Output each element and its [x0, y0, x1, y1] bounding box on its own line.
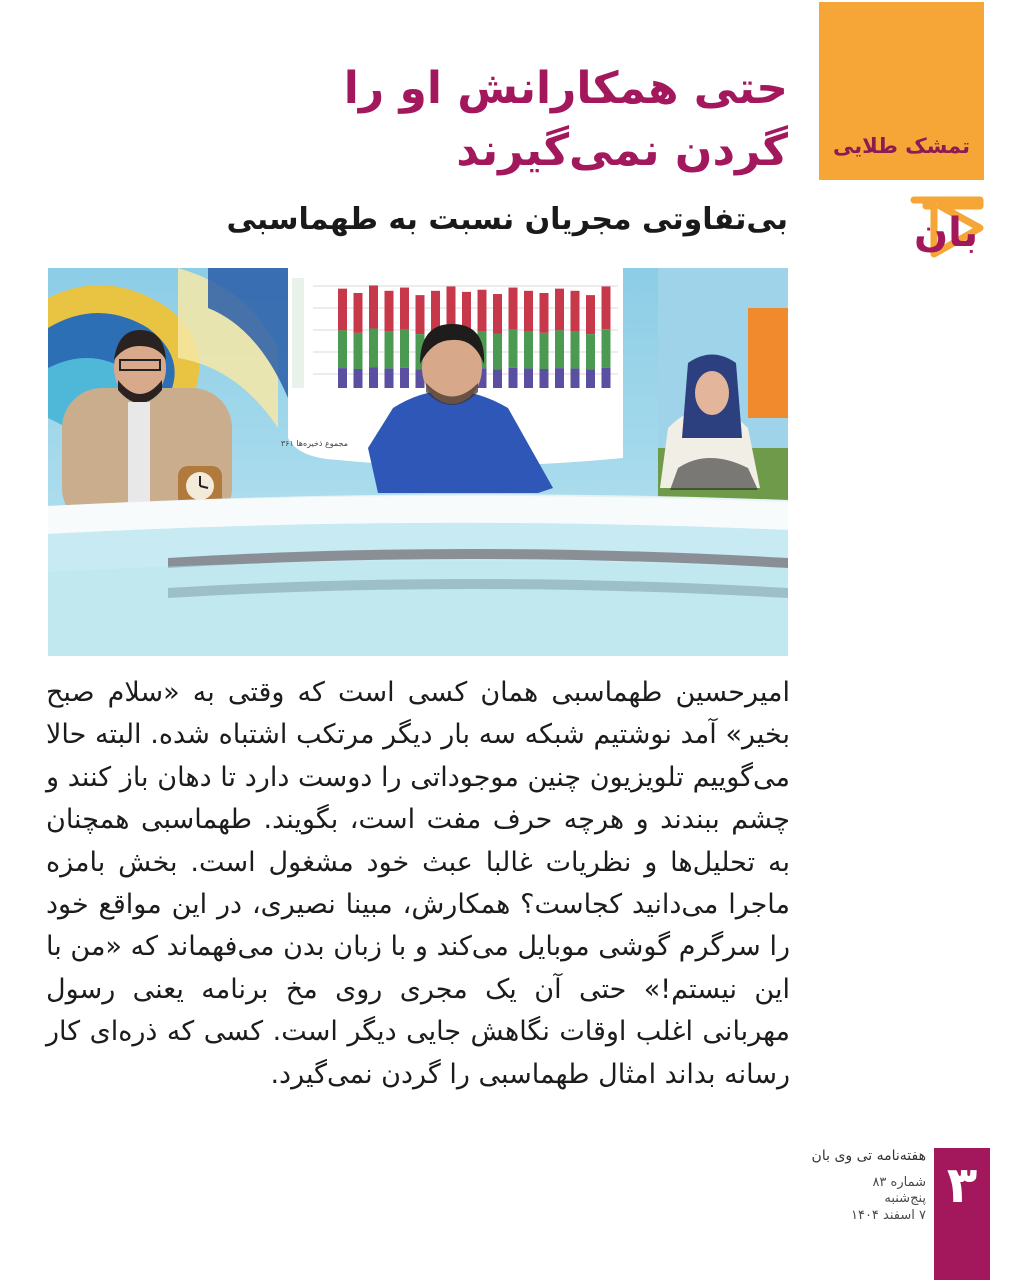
publication-name: هفته‌نامه تی وی بان — [811, 1148, 926, 1164]
issue-date: ۷ اسفند ۱۴۰۴ — [850, 1207, 926, 1223]
tv-chart-bar — [493, 294, 502, 333]
studio-desk — [48, 494, 788, 656]
issue-number: شماره ۸۳ — [872, 1174, 926, 1190]
tv-chart-bar — [354, 333, 363, 369]
tv-chart-bar — [385, 369, 394, 388]
article-body: امیرحسین طهماسبی همان کسی است که وقتی به «سلام صبح بخیر» آمد نوشتیم شبکه سه بار دیگر مرتکب اشتباه شده. البته حالا می‌گوییم تلویزیون چنین موجوداتی را دوست دارد تا دهان باز کنند و چشم ببندند و هرچه حرف مفت است، بگویند. طهماسبی همچنان به تحلیل‌ها و نظریات غالبا عبث خود مشغول است. بخش بامزه ماجرا می‌دانید کجاست؟ همکارش، مبینا نصیری، در این مواقع خود را سرگرم گوشی موبایل می‌کند و با زبان بدن می‌فهماند که «من با این نیستم!» حتی آن یک مجری روی مخ برنامه یعنی رسول مهربانی اغلب اوقات نگاهش جایی دیگر است. کسی که ذره‌ای کار رسانه بداند امثال طهماسبی را گردن نمی‌گیرد. — [46, 677, 790, 1090]
tv-chart-bar — [447, 286, 456, 329]
tv-chart-bar — [555, 330, 564, 368]
tv-chart-bar — [385, 332, 394, 369]
tvban-logo — [822, 190, 987, 262]
chart-caption: مجموع ذخیره‌ها ۳۶۱ — [280, 439, 348, 448]
tv-chart-bar — [602, 329, 611, 368]
subheadline: بی‌تفاوتی مجریان نسبت به طهماسبی — [226, 202, 788, 237]
page-number: ۳ — [946, 1156, 978, 1214]
tv-chart-bar — [509, 368, 518, 388]
tv-chart-bar — [571, 332, 580, 369]
tv-chart-bar — [369, 328, 378, 367]
headline-line-1: حتی همکارانش او را — [343, 63, 788, 114]
tv-chart-bar — [540, 333, 549, 369]
tv-chart-bar — [369, 285, 378, 328]
tv-chart-bar — [400, 288, 409, 330]
section-tag — [819, 2, 984, 180]
issue-info — [796, 1148, 926, 1224]
headline — [228, 58, 788, 182]
tv-chart-bar — [431, 291, 440, 332]
tv-chart-bar — [354, 293, 363, 333]
tv-chart-bar — [571, 369, 580, 388]
tv-chart-bar — [602, 286, 611, 329]
tv-chart-bar — [354, 369, 363, 388]
tv-chart-bar — [478, 290, 487, 331]
tv-chart-bar — [416, 295, 425, 334]
studio-scene — [48, 268, 788, 656]
tv-chart-bar — [493, 369, 502, 388]
tv-chart-bar — [509, 330, 518, 368]
tv-chart-bar — [493, 334, 502, 370]
tv-chart-bar — [400, 368, 409, 388]
logo-text: بان — [914, 210, 979, 256]
section-label: تمشک طلایی — [833, 134, 971, 158]
tv-chart-bar — [524, 332, 533, 369]
headline-line-2: گردن نمی‌گیرند — [456, 125, 788, 176]
tv-chart-bar — [400, 330, 409, 368]
tv-chart-bar — [586, 369, 595, 388]
tv-chart-bar — [385, 291, 394, 332]
tv-chart-bar — [369, 367, 378, 388]
tv-chart-bar — [571, 291, 580, 332]
weekday: پنج‌شنبه — [884, 1191, 926, 1206]
tv-chart-bar — [555, 289, 564, 331]
tv-chart-bar — [540, 293, 549, 333]
tv-chart-bar — [509, 288, 518, 330]
tv-chart-bar — [555, 368, 564, 388]
tv-chart-bar — [602, 368, 611, 388]
tv-chart-bar — [338, 289, 347, 331]
article-photo — [48, 268, 788, 656]
play-triangle-icon — [822, 190, 987, 262]
tv-chart-bar — [338, 330, 347, 368]
tv-chart-bar — [338, 368, 347, 388]
tv-chart-bar — [586, 295, 595, 334]
tv-chart-bar — [524, 369, 533, 388]
page-number-box — [934, 1148, 990, 1280]
tv-chart-bar — [586, 334, 595, 369]
tv-chart-bar — [524, 291, 533, 332]
tv-chart-bar — [540, 369, 549, 388]
